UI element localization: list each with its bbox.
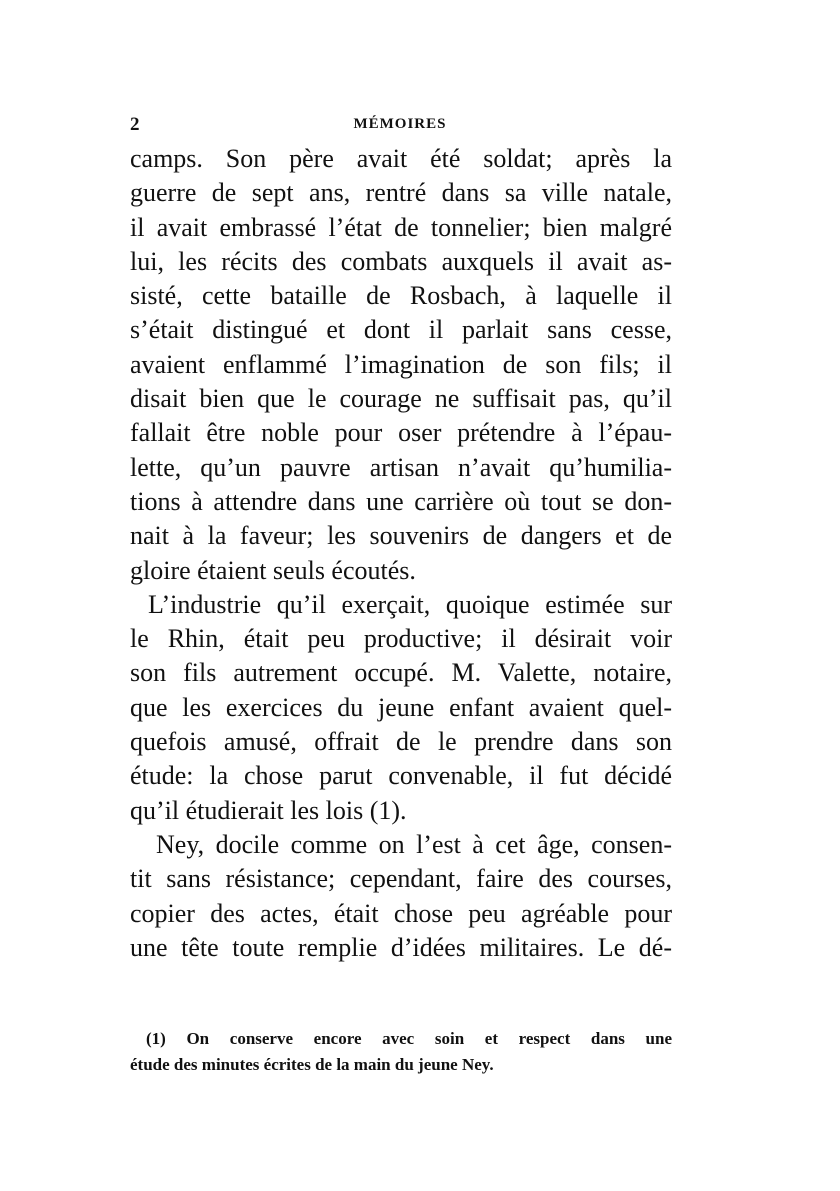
text-line: L’industrie qu’il exerçait, quoique estimée sur <box>148 589 672 619</box>
text-line: tit sans résistance; cependant, faire des courses, <box>130 864 672 894</box>
text-line: tions à attendre dans une carrière où tout se don- <box>130 486 672 516</box>
text-line: avaient enflammé l’imagination de son fils; il <box>130 349 672 379</box>
text-line: qu’il étudierait les lois (1). <box>130 795 407 825</box>
running-title: MÉMOIRES <box>353 116 447 132</box>
text-line: son fils autrement occupé. M. Valette, notaire, <box>130 658 672 688</box>
footnote-line: (1) On conserve encore avec soin et respect dans une <box>146 1029 672 1048</box>
text-line: fallait être noble pour oser prétendre à l’épau- <box>130 418 672 448</box>
text-line: une tête toute remplie d’idées militaires. Le dé- <box>130 932 672 962</box>
text-line: Ney, docile comme on l’est à cet âge, consen- <box>156 829 672 859</box>
text-line: lette, qu’un pauvre artisan n’avait qu’humilia- <box>130 452 672 482</box>
text-line: quefois amusé, offrait de le prendre dans son <box>130 727 672 757</box>
text-line: gloire étaient seuls écoutés. <box>130 555 416 585</box>
text-line: guerre de sept ans, rentré dans sa ville natale, <box>130 178 672 208</box>
text-line: le Rhin, était peu productive; il désirait voir <box>130 624 672 654</box>
text-line: lui, les récits des combats auxquels il avait as- <box>130 246 672 276</box>
footnote-line: étude des minutes écrites de la main du jeune Ney. <box>130 1055 494 1074</box>
text-line: sisté, cette bataille de Rosbach, à laquelle il <box>130 281 672 311</box>
page-number: 2 <box>130 114 140 135</box>
text-line: étude: la chose parut convenable, il fut décidé <box>130 761 672 791</box>
text-line: camps. Son père avait été soldat; après la <box>130 144 672 173</box>
text-line: s’était distingué et dont il parlait sans cesse, <box>130 315 672 345</box>
text-line: copier des actes, était chose peu agréable pour <box>130 898 672 928</box>
main-text <box>130 142 672 965</box>
text-line: il avait embrassé l’état de tonnelier; bien malgré <box>130 212 672 242</box>
text-line: disait bien que le courage ne suffisait pas, qu’il <box>130 384 672 414</box>
text-line: nait à la faveur; les souvenirs de dangers et de <box>130 521 672 551</box>
page-header <box>130 114 670 140</box>
footnote <box>130 1026 672 1078</box>
text-line: que les exercices du jeune enfant avaient quel- <box>130 692 672 722</box>
